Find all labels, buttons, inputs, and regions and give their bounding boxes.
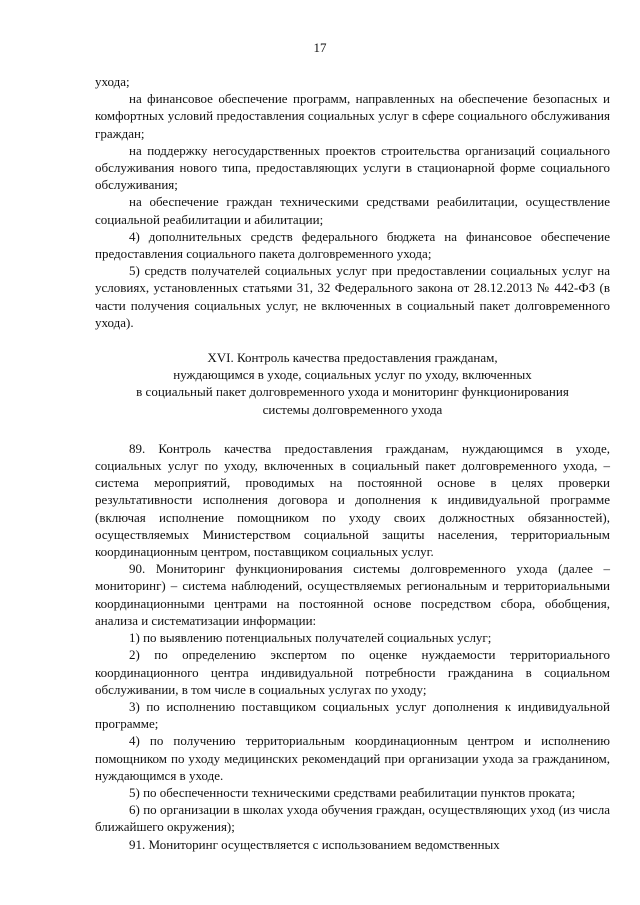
paragraphs-before-heading	[95, 73, 610, 331]
heading-line: нуждающимся в уходе, социальных услуг по уходу, включенных	[173, 367, 532, 383]
document-body	[95, 73, 610, 853]
heading-line: в социальный пакет долговременного ухода и мониторинг функционирования	[136, 384, 569, 400]
paragraph: 4) дополнительных средств федерального бюджета на финансовое обеспечение предоставления социального пакета долговременного ухода;	[95, 228, 610, 262]
paragraph: ухода;	[95, 74, 130, 89]
heading-line: XVI. Контроль качества предоставления гражданам,	[207, 350, 498, 366]
paragraph: на обеспечение граждан техническими средствами реабилитации, осуществление социальной реабилитации и абилитации;	[95, 194, 610, 227]
page-number: 17	[313, 40, 327, 55]
section-heading	[95, 349, 610, 418]
paragraph: 5) средств получателей социальных услуг при предоставлении социальных услуг на условиях, установленных статьями 31, 32 Федерального закона от 28.12.2013 № 442-ФЗ (в части получения социальных услуг, не включенных в социальный пакет долговременного ухода).	[95, 263, 610, 330]
paragraph: 1) по выявлению потенциальных получателей социальных услуг;	[129, 630, 492, 646]
paragraph: 6) по организации в школах ухода обучения граждан, осуществляющих уход (из числа ближайшего окружения);	[95, 802, 610, 835]
paragraph: 91. Мониторинг осуществляется с использованием ведомственных	[129, 836, 500, 852]
paragraph: на финансовое обеспечение программ, направленных на обеспечение безопасных и комфортных условий предоставления социальных услуг в сфере социального обслуживания граждан;	[95, 91, 610, 141]
paragraph: 4) по получению территориальным координационным центром и исполнению помощником по уходу медицинских рекомендаций при организации ухода за гражданином, нуждающимся в уходе.	[95, 733, 610, 783]
paragraph: 89. Контроль качества предоставления гражданам, нуждающимся в уходе, социальных услуг по уходу, включенных в социальный пакет долговременного ухода, – система мероприятий, проводимых на постоянной основе в целях проверки результативности исполнения договора и дополнения к индивидуальной программе (включая исполнение помощником по уходу своих должностных обязанностей), осуществляемых Министерством социальной защиты населения, территориальным координационным центром, поставщиком социальных услуг.	[95, 440, 610, 560]
paragraphs-after-heading	[95, 440, 610, 853]
paragraph: 90. Мониторинг функционирования системы долговременного ухода (далее – мониторинг) – система наблюдений, осуществляемых региональным и территориальными координационными центрами на постоянной основе посредством сбора, обобщения, анализа и систематизации информации:	[95, 561, 610, 628]
paragraph: на поддержку негосударственных проектов строительства организаций социального обслуживания нового типа, предоставляющих услуги в стационарной форме социального обслуживания;	[95, 142, 610, 193]
paragraph: 5) по обеспеченности техническими средствами реабилитации пунктов проката;	[129, 784, 576, 800]
heading-line: системы долговременного ухода	[262, 401, 443, 417]
paragraph: 3) по исполнению поставщиком социальных услуг дополнения к индивидуальной программе;	[95, 698, 610, 732]
paragraph: 2) по определению экспертом по оценке нуждаемости территориального координационного центра индивидуальной потребности гражданина в социальном обслуживании, в том числе в социальных услугах по уходу;	[95, 647, 610, 697]
